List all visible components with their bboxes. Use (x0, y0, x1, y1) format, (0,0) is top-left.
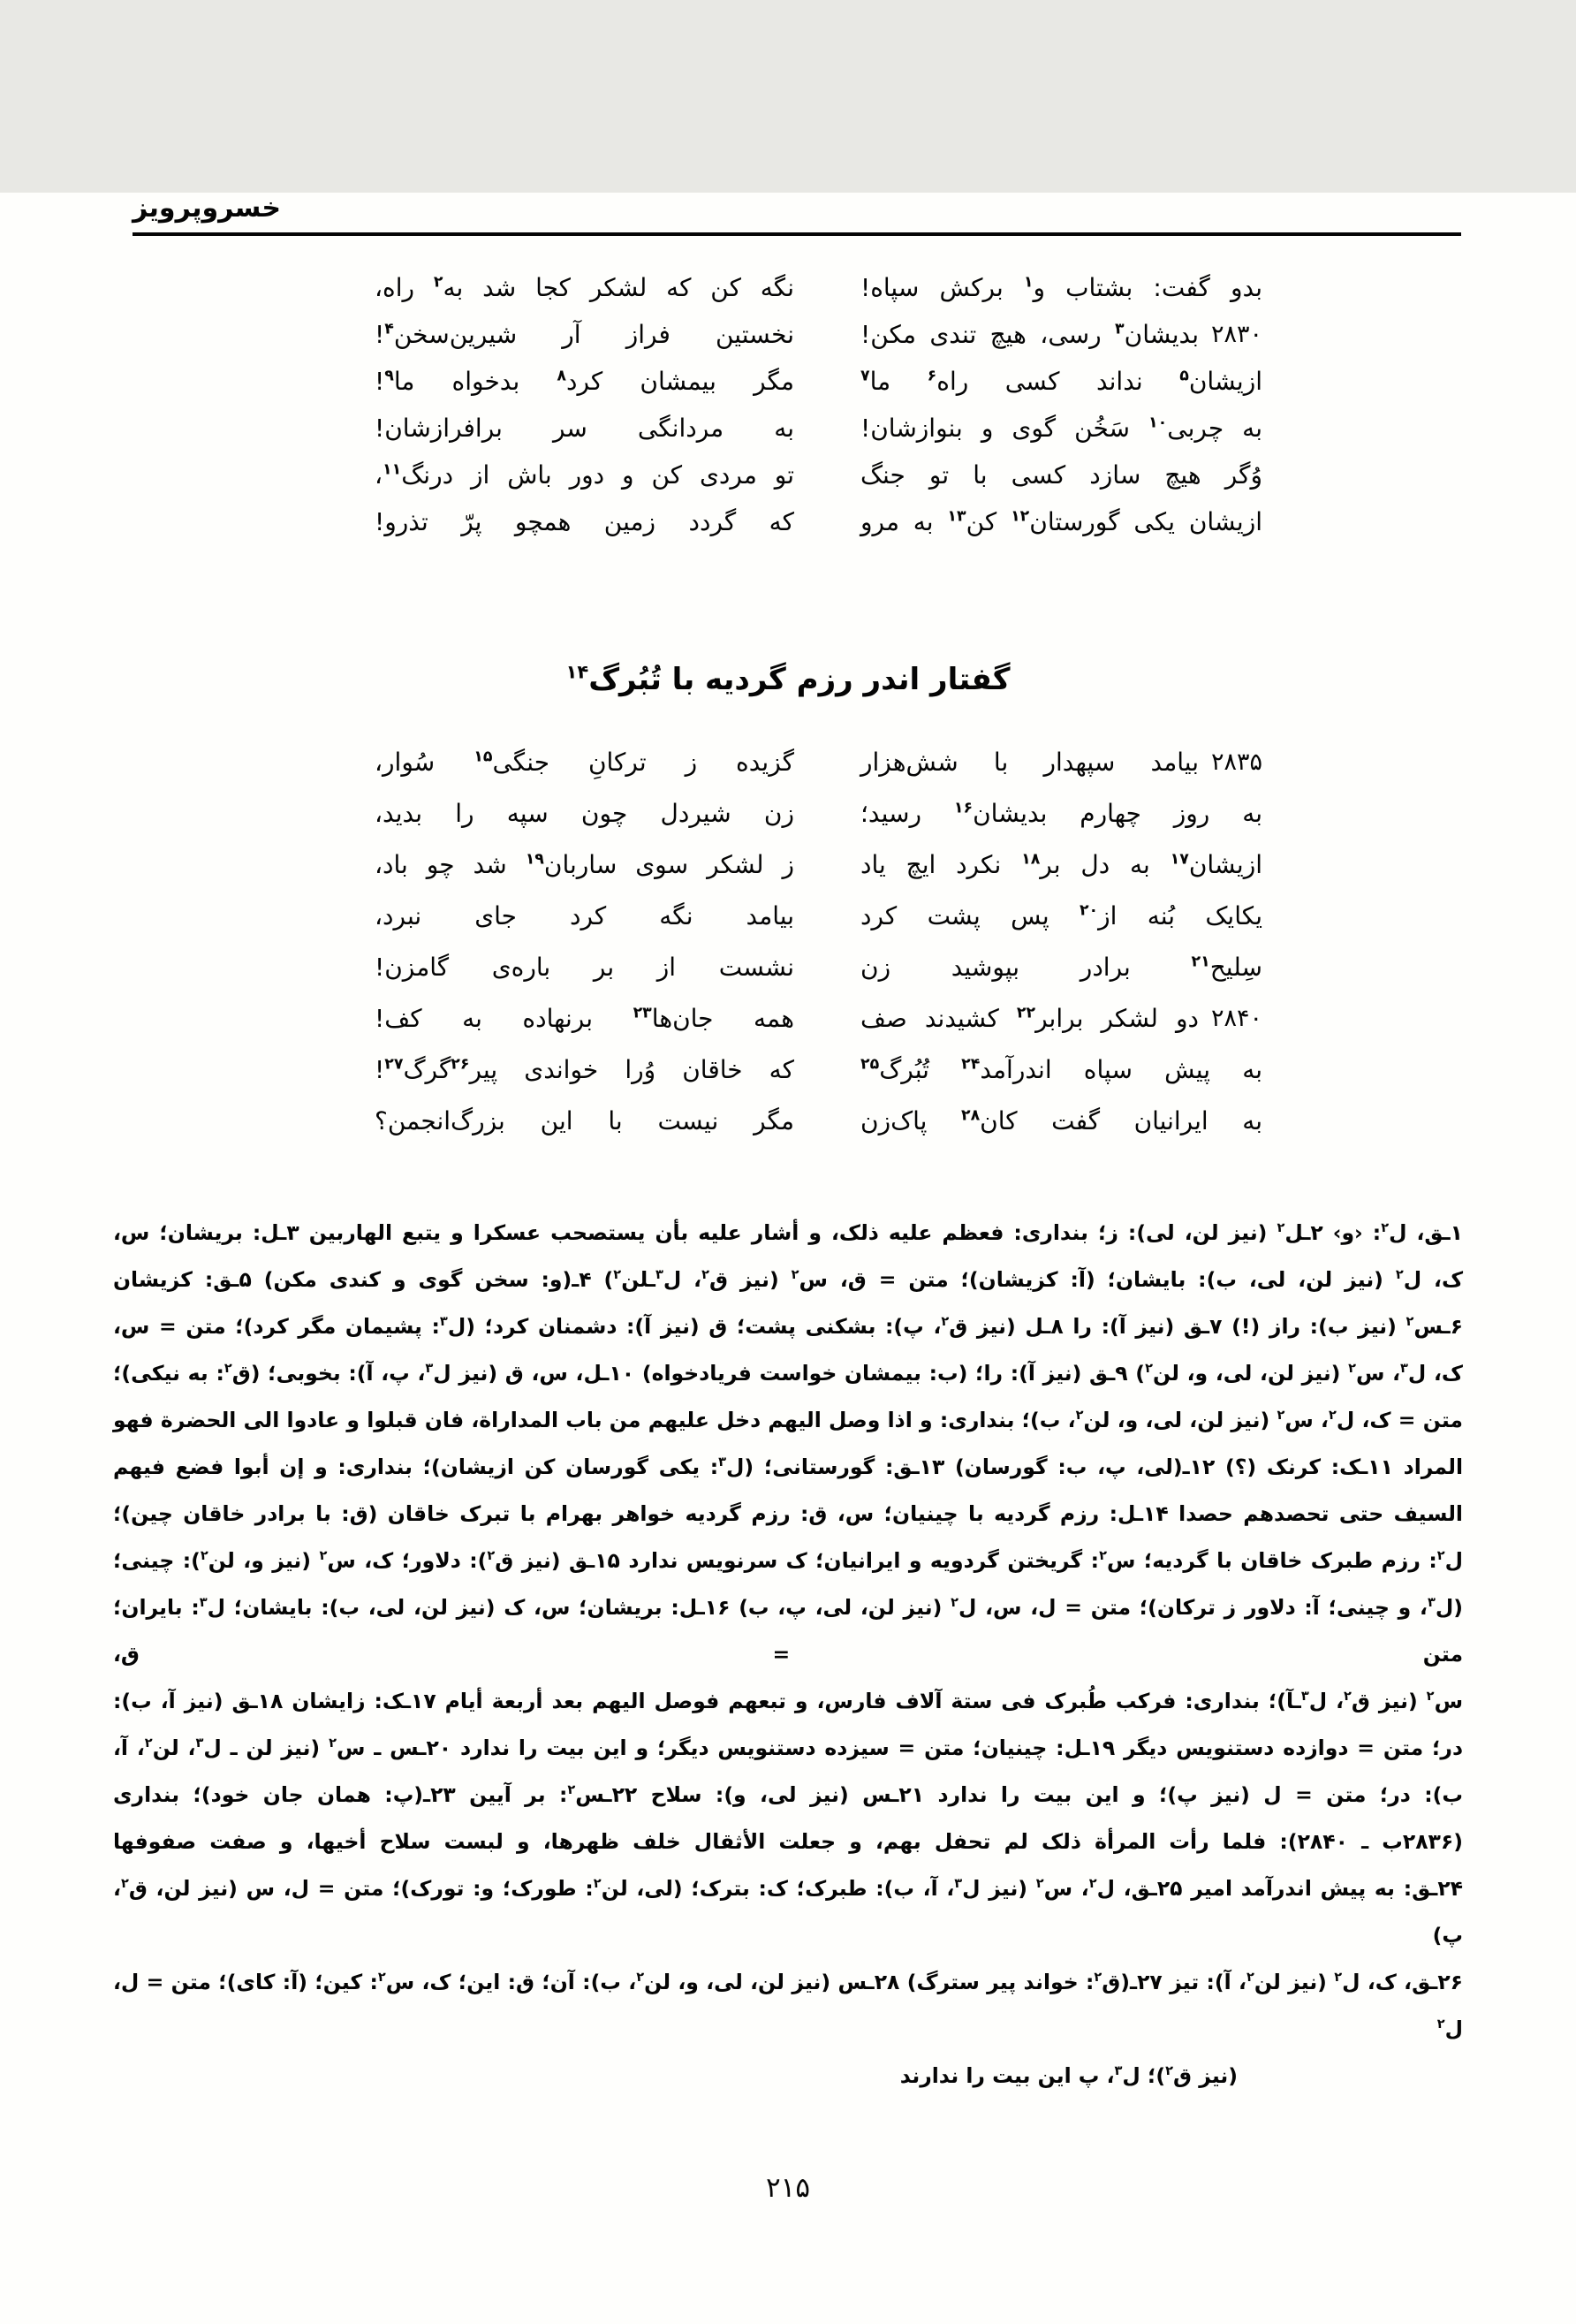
hemistich-left: زن شیردل چون سپه را بدید، (375, 798, 794, 828)
hemistich-left: ز لشکر سوی ساربان$^{۱۹}$ شد چو باد، (375, 849, 794, 879)
hemistich-right-group (860, 953, 1262, 982)
hemistich-left: نخستین فراز آر شیرین‌سخن$^۴$! (375, 320, 794, 349)
hemistich-right-group (860, 799, 1262, 828)
hemistich-right: بدو گفت: بشتاب و$^۱$ برکش سپاه! (860, 273, 1262, 302)
hemistich-right-group (860, 1106, 1262, 1135)
footnote-line: ۱ـق، ل$^۲$: ‹و› ۲ـل$^۲$ (نیز لن، لی): ز؛ بنداری: فعظم علیه ذلک، و أشار علیه بأن یستصحب عسکرا و یتبع الهاربین ۳ـل: بریشان؛ س، (113, 1220, 1463, 1245)
footnote-line: (ل$^۳$، و چینی؛ آ: دلاور ز ترکان)؛ متن = ل، س، ل$^۲$ (نیز لن، لی، پ، ب) ۱۶ـل: بریشان؛ س، ک (نیز لن، لی، ب): بایشان؛ ل$^۳$: بایران؛ متن = ق، (113, 1595, 1463, 1667)
hemistich-right: به ایرانیان گفت کان$^{۲۸}$ پاک‌زن (860, 1105, 1262, 1135)
hemistich-right-group (860, 1055, 1262, 1084)
footnote-line: ل$^۲$: رزم طبرک خاقان با گردیه؛ س$^۲$: گریختن گردویه و ایرانیان؛ ک سرنویس ندارد ۱۵ـق (نیز ق$^۲$): دلاور؛ ک، س$^۲$ (نیز و، لن$^۲$): چینی؛ (113, 1548, 1463, 1573)
hemistich-left: نگه کن که لشکر کجا شد به$^۲$ راه، (375, 273, 794, 302)
running-head-rule (133, 232, 1461, 236)
verse-couplet (375, 1044, 1262, 1095)
hemistich-right-group (860, 850, 1262, 879)
page-number: ۲۱۵ (766, 2172, 810, 2204)
verse-couplet (375, 498, 1262, 545)
hemistich-left: مگر نیست با این بزرگ‌انجمن؟ (375, 1105, 794, 1135)
footnote-line: (۲۸۳۶ب ـ ۲۸۴۰): فلما رأت المرأة ذلک لم تحفل بهم، و جعلت الأثقال خلف ظهرها، و لبست سلاح أخیها، و صفت صفوفها (113, 1829, 1463, 1854)
footnote-line: ب): در؛ متن = ل (نیز پ)؛ و این بیت را ندارد ۲۱ـس (نیز لی، و): سلاح ۲۲ـس$^۲$: بر آیین ۲۳ـ(پ: همان جان خود)؛ بنداری (113, 1782, 1463, 1807)
verse-couplet (375, 452, 1262, 498)
hemistich-right: بدیشان$^۳$ رسی، هیچ تندی مکن! (860, 320, 1199, 349)
apparatus-lines (113, 1210, 1463, 2053)
verse-number: ۲۸۴۰ (1210, 1004, 1262, 1032)
verse-couplet (375, 890, 1262, 941)
hemistich-right-group (860, 1004, 1262, 1033)
hemistich-right-group (860, 367, 1262, 396)
hemistich-right-group (860, 320, 1262, 349)
hemistich-right: ازیشان یکی گورستان$^{۱۲}$ کن$^{۱۳}$ به مرو (860, 507, 1262, 536)
hemistich-right-group (860, 901, 1262, 930)
footnote-line: متن = ک، ل$^۲$، س$^۲$ (نیز لن، لی، و، لن$^۲$، ب)؛ بنداری: و اذا وصل الیهم دخل علیهم من باب المداراة، فان قبلوا و عادوا الی الحضرة فهو (113, 1408, 1463, 1432)
hemistich-right: به چربی$^{۱۰}$ سَخُن گوی و بنوازشان! (860, 414, 1262, 443)
hemistich-left: گزیده ز ترکانِ جنگی$^{۱۵}$ سُوار، (375, 747, 794, 777)
hemistich-right: ازیشان$^{۱۷}$ به دل بر$^{۱۸}$ نکرد ایچ یاد (860, 849, 1262, 879)
verse-number: ۲۸۳۵ (1210, 748, 1262, 776)
verse-couplet (375, 405, 1262, 452)
hemistich-left: مگر بیمشان کرد$^۸$ بدخواه ما$^۹$! (375, 367, 794, 396)
footnote-line: در؛ متن = دوازده دستنویس دیگر ۱۹ـل: چینیان؛ متن = سیزده دستنویس دیگر؛ و این بیت را ندارد ۲۰ـس ـ س$^۲$ (نیز لن ـ ل$^۳$، لن$^۲$، آ، (113, 1735, 1463, 1760)
hemistich-right: دو لشکر برابر$^{۲۲}$ کشیدند صف (860, 1003, 1199, 1033)
verse-couplet (375, 311, 1262, 358)
verse-couplet (375, 787, 1262, 839)
book-page (0, 193, 1576, 2324)
hemistich-right-group (860, 460, 1262, 490)
hemistich-right: سِلیح$^{۲۱}$ برادر بپوشید زن (860, 952, 1262, 982)
footnote-line: المراد ۱۱ـک: کرنک (؟) ۱۲ـ(لی، پ، ب: گورسان) ۱۳ـق: گورستانی؛ (ل$^۳$: یکی گورسان کن ازیشان)؛ بنداری: و إن أبوا فضع فیهم (113, 1454, 1464, 1479)
verse-block-1 (375, 264, 1262, 545)
running-head-title: خسروپرویز (133, 193, 281, 224)
hemistich-right-group (860, 414, 1262, 443)
hemistich-left: به مردانگی سر برافرازشان! (375, 414, 794, 443)
verse-couplet (375, 358, 1262, 405)
hemistich-right: به روز چهارم بدیشان$^{۱۶}$ رسید؛ (860, 798, 1262, 828)
hemistich-right: یکایک بُنه از$^{۲۰}$ پس پشت کرد (860, 900, 1262, 930)
hemistich-left: بیامد نگه کرد جای نبرد، (375, 900, 794, 930)
footnote-line: ک، ل$^۲$ (نیز لن، لی، ب): بایشان؛ (آ: کزیشان)؛ متن = ق، س$^۲$ (نیز ق$^۲$، ل$^۳$ـلن$^۲$) ۴ـ(و: سخن گوی و کندی مکن) ۵ـق: کزیشان (113, 1267, 1464, 1292)
hemistich-left: که خاقان وُرا خواندی پیر$^{۲۶}$گرگ$^{۲۷}$! (375, 1054, 794, 1084)
footnote-last-line: (نیز ق$^۲$)؛ ل$^۳$، پ این بیت را ندارند (899, 2063, 1238, 2088)
hemistich-right-group (860, 748, 1262, 777)
verse-couplet (375, 264, 1262, 311)
footnote-line: ۲۴ـق: به پیش اندرآمد امیر ۲۵ـق، ل$^۲$، س$^۲$ (نیز ل$^۳$، آ، ب): طبرک؛ ک: بترک؛ (لی، لن$^۲$: طورک؛ و: تورک)؛ متن = ل، س (نیز لن، ق$^۲$، پ) (113, 1876, 1463, 1948)
verse-couplet (375, 839, 1262, 890)
verse-couplet (375, 992, 1262, 1044)
footnote-line: ۶ـس$^۲$ (نیز ب): راز (!) ۷ـق (نیز آ): را ۸ـل (نیز ق$^۲$، پ): بشکنی پشت؛ ق (نیز آ): دشمنان کرد؛ (ل$^۳$: پشیمان مگر کرد)؛ متن = س، (113, 1314, 1464, 1339)
hemistich-left: نشست از بر باره‌ی گامزن! (375, 952, 794, 982)
hemistich-right-group (860, 273, 1262, 302)
footnote-line: س$^۲$ (نیز ق$^۲$، ل$^۳$ـآ)؛ بنداری: فرکب طُبرک فی ستة آلاف فارس، و تبعهم فوصل الیهم بعد أربعة أیام ۱۷ـک: زایشان ۱۸ـق (نیز آ، ب): (113, 1689, 1463, 1713)
hemistich-right: بیامد سپهدار با شش‌هزار (860, 747, 1199, 777)
hemistich-left: تو مردی کن و دور باش از درنگ$^{۱۱}$، (375, 460, 794, 490)
hemistich-right: ازیشان$^۵$ نداند کسی راه$^۶$ ما$^۷$ (860, 367, 1263, 396)
section-heading: گفتار اندر رزم گردیه با تُبُرگ$^{۱۴}$ (565, 660, 1011, 697)
critical-apparatus (113, 1210, 1463, 2100)
hemistich-left: که گردد زمین همچو پرّ تذرو! (375, 507, 794, 536)
footnote-line: السیف حتی تحصدهم حصدا ۱۴ـل: رزم گردیه با چینیان؛ س، ق: رزم گردیه خواهر بهرام با تبرک خاقان (ق: با برادر خاقان چین)؛ (113, 1501, 1463, 1526)
hemistich-right: وُگر هیچ سازد کسی با تو جنگ (860, 460, 1262, 490)
footnote-line: ۲۶ـق، ک، ل$^۲$ (نیز لن$^۲$، آ): تیز ۲۷ـ(ق$^۲$: خواند پیر سترگ) ۲۸ـس (نیز لن، لی، و، لن$^۲$، ب): آن؛ ق: این؛ ک، س$^۲$: کین؛ (آ: کای)؛ متن = ل، ل$^۲$ (113, 1970, 1464, 2041)
verse-couplet (375, 736, 1262, 787)
verse-block-2 (375, 736, 1262, 1146)
verse-couplet (375, 1095, 1262, 1146)
hemistich-left: همه جان‌ها$^{۲۳}$ برنهاده به کف! (375, 1003, 794, 1033)
hemistich-right-group (860, 507, 1262, 536)
verse-couplet (375, 941, 1262, 992)
hemistich-right: به پیش سپاه اندرآمد$^{۲۴}$ تُبُرگ$^{۲۵}$ (860, 1054, 1262, 1084)
footnote-line: ک، ل$^۳$، س$^۲$ (نیز لن، لی، و، لن$^۲$) ۹ـق (نیز آ): را؛ (ب: بیمشان خواست فریادخواه) ۱۰ـل، س، ق (نیز ل$^۳$، پ، آ): بخوبی؛ (ق$^۲$: به نیکی)؛ (113, 1361, 1463, 1386)
verse-number: ۲۸۳۰ (1210, 321, 1262, 348)
